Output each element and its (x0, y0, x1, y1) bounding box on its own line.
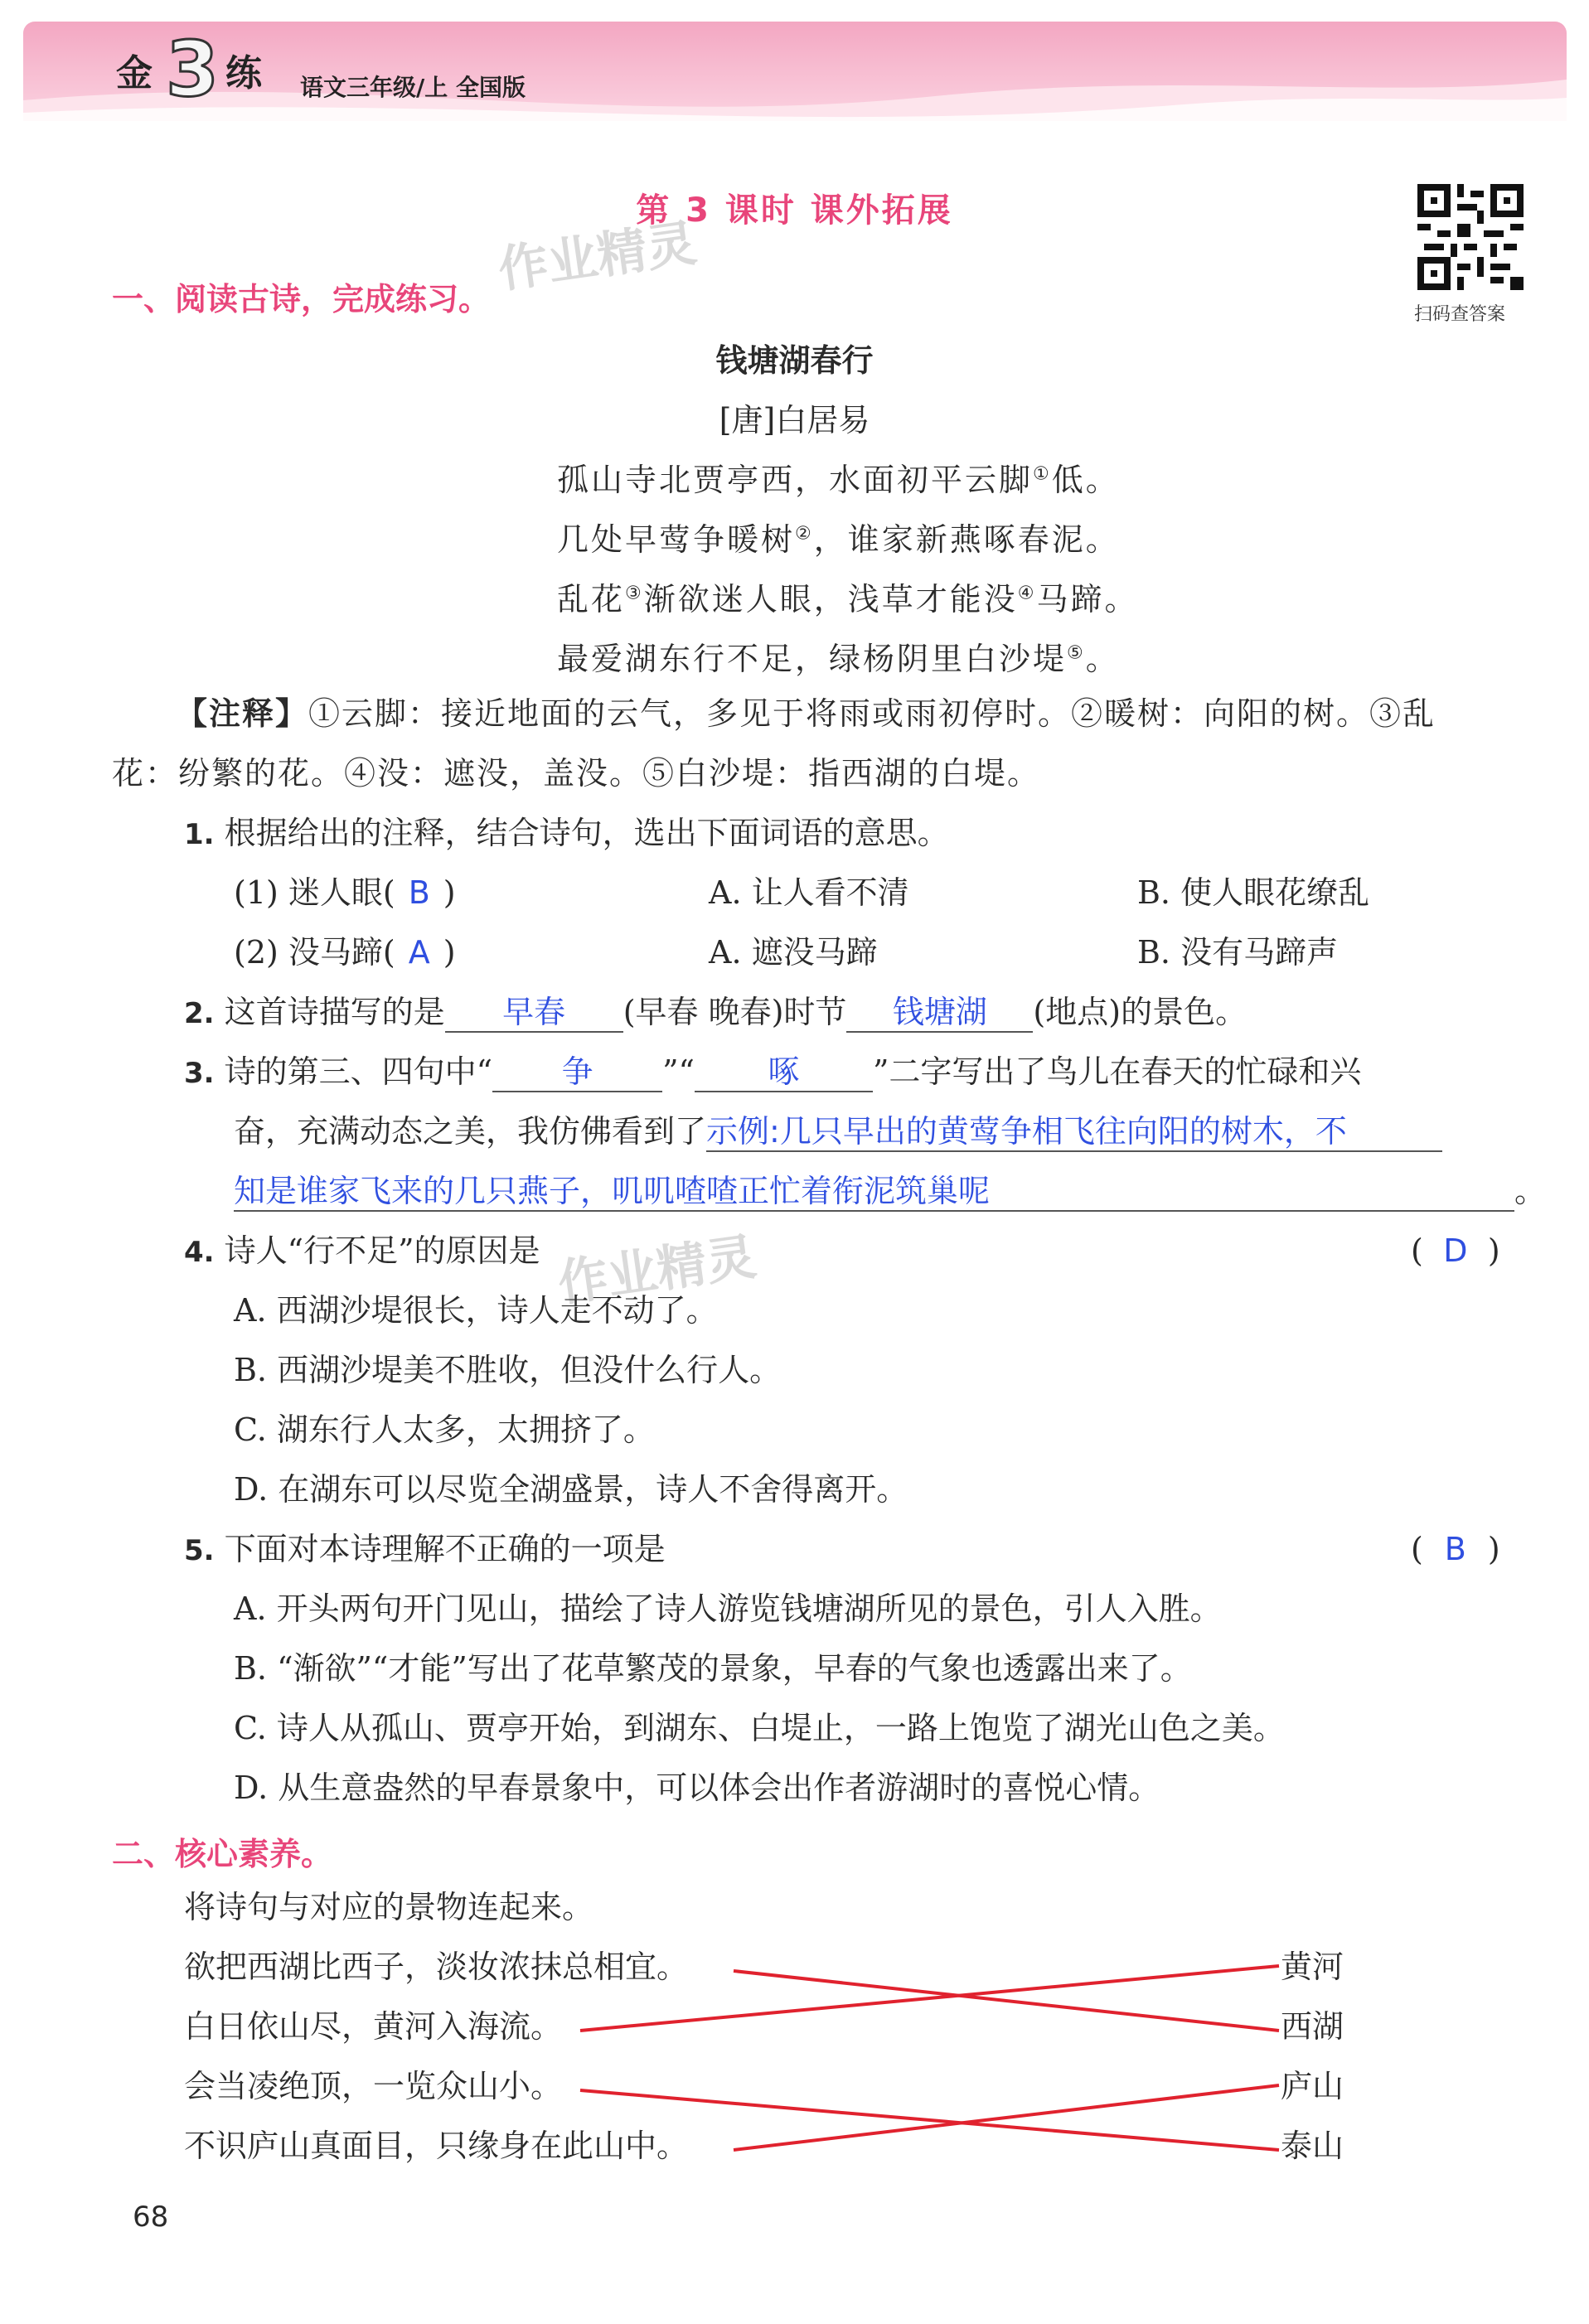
q1-prompt: 1. 根据给出的注释，结合诗句，选出下面词语的意思。 (184, 815, 949, 851)
watermark-middle: 作业精灵 (554, 1227, 760, 1314)
q3-line-1: 3. 诗的第三、四句中“ 争 ”“ 啄 ”二字写出了鸟儿在春天的忙碌和兴 (184, 1053, 1361, 1092)
poem-title: 钱塘湖春行 (715, 342, 874, 379)
q3-answer-3b[interactable]: 知是谁家飞来的几只燕子，叽叽喳喳正忙着衔泥筑巢呢 (234, 1172, 1514, 1212)
q3-answer-3a[interactable]: 示例:几只早出的黄莺争相飞往向阳的树木，不 (706, 1112, 1442, 1152)
q1-answer-2[interactable]: A (408, 934, 430, 971)
match-left-1[interactable]: 欲把西湖比西子，淡妆浓抹总相宜。 (184, 1949, 689, 1985)
brand-number: 3 (166, 25, 220, 114)
match-right-4[interactable]: 泰山 (1281, 2128, 1344, 2164)
q1-answer-1[interactable]: B (408, 874, 430, 911)
watermark-top: 作业精灵 (494, 214, 700, 300)
q3-answer-1[interactable]: 争 (492, 1053, 662, 1092)
q1-row-2: (2) 没马蹄( A ) (234, 934, 456, 971)
match-right-3[interactable]: 庐山 (1281, 2068, 1344, 2104)
q1-row-2-option-b: B. 没有马蹄声 (1137, 934, 1339, 971)
qr-caption: 扫码查答案 (1414, 304, 1506, 325)
poem-line-4: 最爱湖东行不足，绿杨阴里白沙堤⑤。 (557, 641, 1120, 677)
brand-left: 金 (116, 52, 154, 94)
match-line-2 (580, 1966, 1279, 2031)
match-line-1 (734, 1971, 1279, 2031)
match-line-4 (734, 2085, 1279, 2150)
q5-option-d: D. 从生意盎然的早春景象中，可以体会出作者游湖时的喜悦心情。 (234, 1770, 1160, 1806)
brand-right: 练 (225, 52, 262, 94)
note-line-1: 【注释】①云脚：接近地面的云气，多见于将雨或雨初停时。②暖树：向阳的树。③乱 (176, 695, 1436, 732)
q5-option-b: B. “渐欲”“才能”写出了花草繁茂的景象，早春的气象也透露出来了。 (234, 1650, 1192, 1687)
q4-option-d: D. 在湖东可以尽览全湖盛景，诗人不舍得离开。 (234, 1471, 908, 1508)
q4-answer-bracket: ( D ) (1411, 1232, 1500, 1269)
section2-instruction: 将诗句与对应的景物连起来。 (184, 1889, 594, 1925)
q3-line-3: 知是谁家飞来的几只燕子，叽叽喳喳正忙着衔泥筑巢呢 。 (234, 1172, 1546, 1212)
poem-author: [唐]白居易 (719, 402, 870, 438)
q4-answer[interactable]: D (1443, 1232, 1468, 1269)
q5-option-c: C. 诗人从孤山、贾亭开始，到湖东、白堤止，一路上饱览了湖光山色之美。 (234, 1710, 1285, 1746)
book-subtitle: 语文三年级/上 全国版 (300, 74, 526, 101)
q4-option-a: A. 西湖沙堤很长，诗人走不动了。 (234, 1292, 718, 1329)
q3-line-2: 奋，充满动态之美，我仿佛看到了示例:几只早出的黄莺争相飞往向阳的树木，不 (234, 1112, 1442, 1152)
match-left-4[interactable]: 不识庐山真面目，只缘身在此山中。 (184, 2128, 689, 2164)
q3-answer-2[interactable]: 啄 (695, 1053, 873, 1092)
q1-row-2-option-a: A. 遮没马蹄 (709, 934, 878, 971)
note-line-2: 花：纷繁的花。④没：遮没，盖没。⑤白沙堤：指西湖的白堤。 (112, 755, 1041, 792)
q4-option-b: B. 西湖沙堤美不胜收，但没什么行人。 (234, 1352, 782, 1388)
q5-prompt: 5. 下面对本诗理解不正确的一项是 (184, 1531, 666, 1567)
q2-line: 2. 这首诗描写的是 早春 (早春 晚春)时节 钱塘湖 (地点)的景色。 (184, 993, 1247, 1033)
poem-line-1: 孤山寺北贾亭西，水面初平云脚①低。 (557, 462, 1120, 498)
section1-heading: 一、阅读古诗，完成练习。 (112, 281, 491, 317)
poem-line-2: 几处早莺争暖树②，谁家新燕啄春泥。 (557, 521, 1120, 558)
q4-option-c: C. 湖东行人太多，太拥挤了。 (234, 1411, 655, 1448)
q5-option-a: A. 开头两句开门见山，描绘了诗人游览钱塘湖所见的景色，引人入胜。 (234, 1590, 1222, 1627)
section2-heading: 二、核心素养。 (112, 1836, 333, 1872)
match-left-2[interactable]: 白日依山尽，黄河入海流。 (184, 2008, 563, 2045)
poem-line-3: 乱花③渐欲迷人眼，浅草才能没④马蹄。 (557, 581, 1139, 617)
q1-row-1-option-b: B. 使人眼花缭乱 (1137, 874, 1370, 911)
q2-answer-place[interactable]: 钱塘湖 (846, 993, 1033, 1033)
q4-prompt: 4. 诗人“行不足”的原因是 (184, 1232, 540, 1269)
match-right-1[interactable]: 黄河 (1281, 1949, 1344, 1985)
q5-answer-bracket: ( B ) (1411, 1531, 1500, 1567)
q1-row-1-option-a: A. 让人看不清 (709, 874, 909, 911)
match-right-2[interactable]: 西湖 (1281, 2008, 1344, 2045)
q2-answer-season[interactable]: 早春 (445, 993, 623, 1033)
match-left-3[interactable]: 会当凌绝顶，一览众山小。 (184, 2068, 563, 2104)
lesson-title: 第 3 课时 课外拓展 (636, 191, 953, 230)
page-number: 68 (133, 2201, 169, 2234)
q1-row-1: (1) 迷人眼( B ) (234, 874, 456, 911)
q5-answer[interactable]: B (1444, 1531, 1466, 1567)
